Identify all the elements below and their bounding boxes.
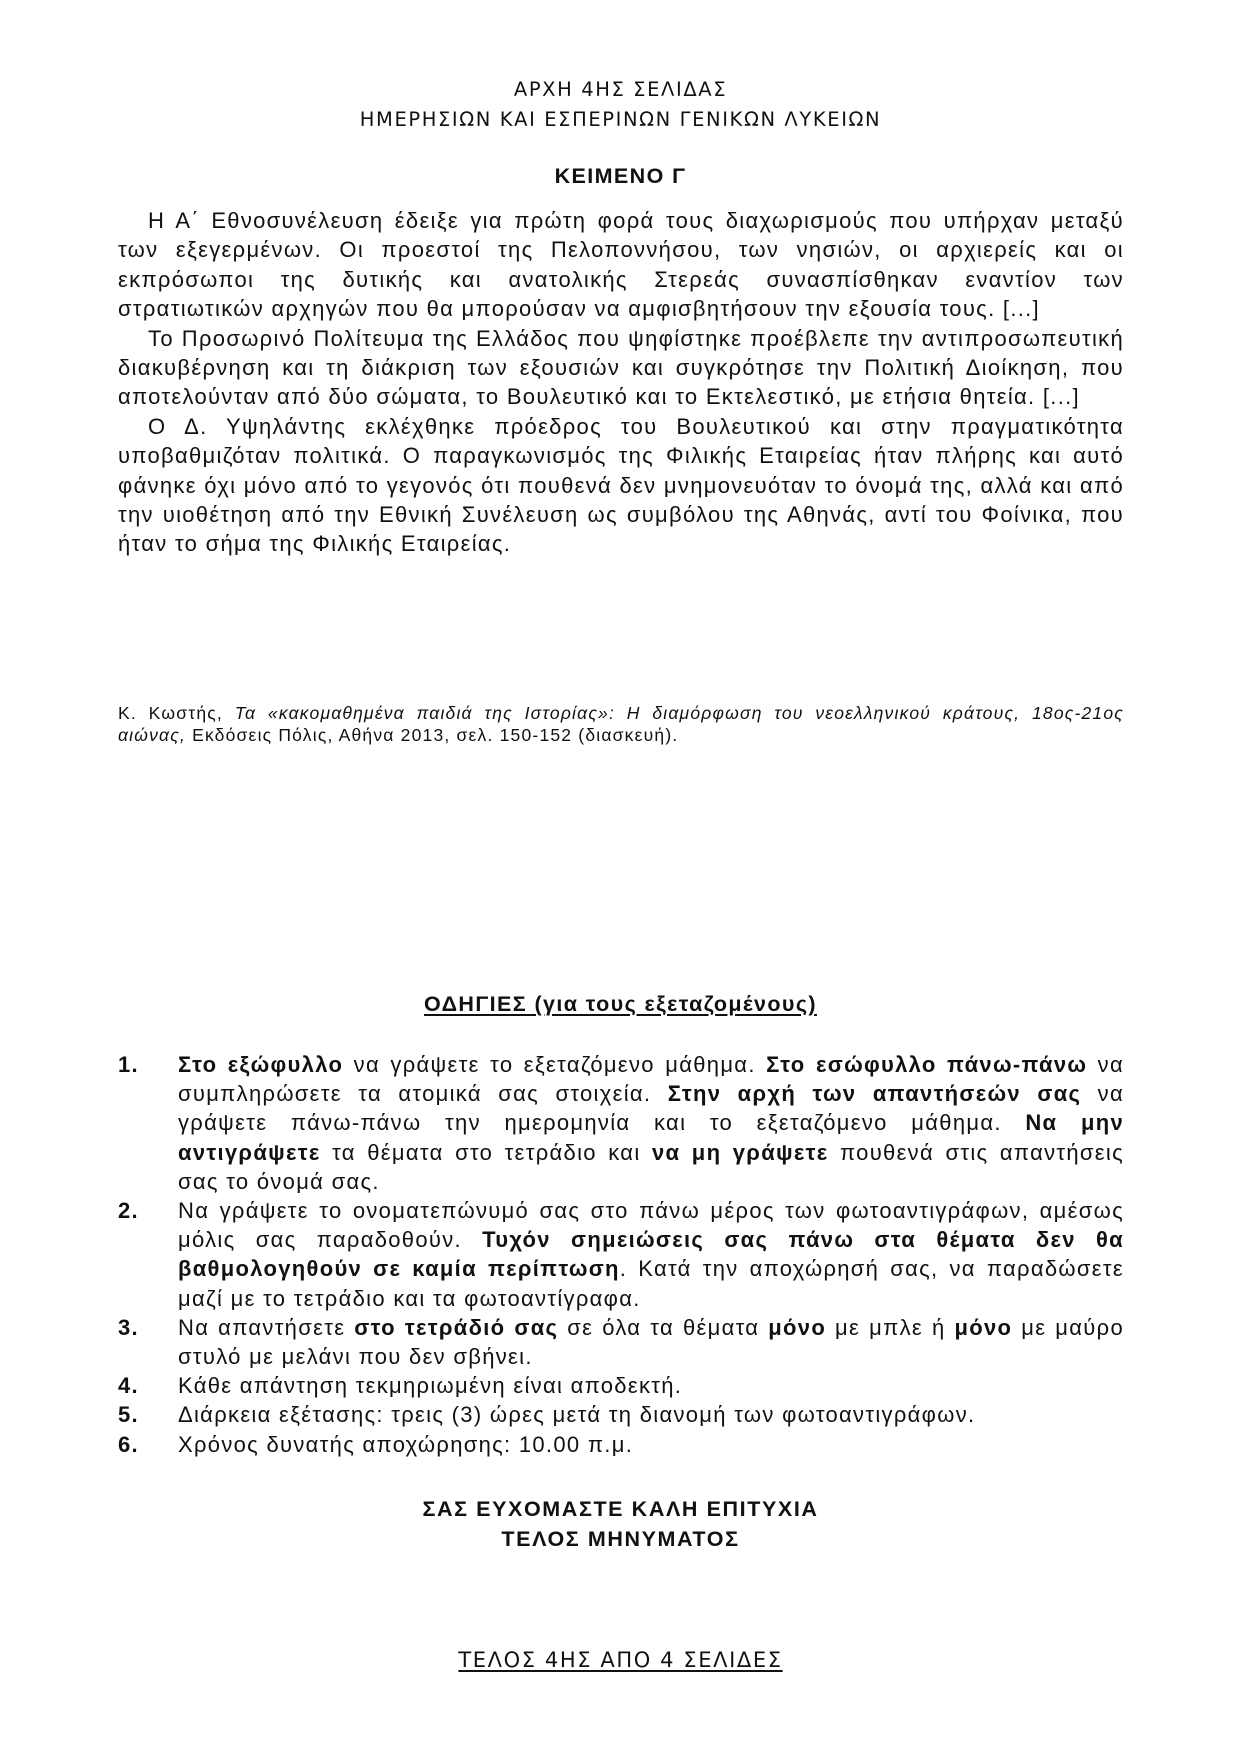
closing-end-of-message: ΤΕΛΟΣ ΜΗΝΥΜΑΤΟΣ — [501, 1527, 740, 1551]
instruction-text-bold: Τυχόν σημειώσεις σας πάνω στα θέματα δεν θα βαθμολογηθούν σε καμία περίπτωση — [178, 1227, 1124, 1282]
instruction-text-bold: Στο εσώφυλλο πάνω-πάνω — [766, 1052, 1088, 1077]
instruction-number: 1. — [118, 1052, 139, 1077]
instruction-text-bold: μόνο — [954, 1314, 1013, 1340]
instruction-text-bold: μόνο — [768, 1314, 827, 1340]
instruction-text-bold: στο τετράδιό σας — [354, 1314, 559, 1340]
instruction-text: πουθενά στις απαντήσεις σας το όνομά σας. — [178, 1139, 1124, 1194]
page-footer: ΤΕΛΟΣ 4ΗΣ ΑΠΟ 4 ΣΕΛΙΔΕΣ — [458, 1648, 783, 1672]
instruction-text: σε όλα τα θέματα — [558, 1314, 769, 1340]
instruction-item — [118, 1371, 1124, 1400]
instruction-number: 3. — [118, 1314, 139, 1340]
instruction-text-bold: Στην αρχή των απαντήσεών σας — [667, 1081, 1082, 1107]
text-g-paragraph-3: Ο Δ. Υψηλάντης εκλέχθηκε πρόεδρος του Βουλευτικού και στην πραγματικότητα υποβαθμιζόταν πολιτικά. Ο παραγκωνισμός της Φιλικής Εταιρείας ήταν πλήρης και αυτό φάνηκε όχι μόνο από το γεγονός ότι πουθενά δεν μνημονευόταν το όνομά της, αλλά και από την υιοθέτηση από την Εθνική Συνέλευση ως συμβόλου της Αθηνάς, αντί του Φοίνικα, που ήταν το σήμα της Φιλικής Εταιρείας. — [118, 413, 1124, 557]
instruction-item — [118, 1400, 1124, 1429]
text-g-title: ΚΕΙΜΕΝΟ Γ — [554, 164, 687, 188]
text-g-body — [118, 206, 1124, 559]
instruction-text: να συμπληρώσετε τα ατομικά σας στοιχεία. — [178, 1052, 1124, 1107]
instructions-title: ΟΔΗΓΙΕΣ (για τους εξεταζομένους) — [424, 992, 817, 1016]
page-header-school-type: ΗΜΕΡΗΣΙΩΝ ΚΑΙ ΕΣΠΕΡΙΝΩΝ ΓΕΝΙΚΩΝ ΛΥΚΕΙΩΝ — [359, 108, 882, 131]
page-header-start: ΑΡΧΗ 4ΗΣ ΣΕΛΙΔΑΣ — [513, 78, 728, 101]
instruction-text: Να γράψετε το ονοματεπώνυμό σας στο πάνω μέρος των φωτοαντιγράφων, αμέσως μόλις σας παραδοθούν. — [178, 1198, 1124, 1253]
instruction-item — [118, 1196, 1124, 1313]
instruction-item — [118, 1050, 1124, 1196]
instruction-text: με μπλε ή — [826, 1314, 955, 1340]
closing-wish: ΣΑΣ ΕΥΧΟΜΑΣΤΕ ΚΑΛΗ ΕΠΙΤΥΧΙΑ — [422, 1497, 819, 1521]
source-author: Κ. Κωστής, — [118, 703, 235, 723]
text-g-source-citation — [118, 702, 1124, 746]
instruction-item — [118, 1430, 1124, 1459]
instruction-number: 2. — [118, 1198, 139, 1224]
instruction-text: Διάρκεια εξέτασης: τρεις (3) ώρες μετά τη διανομή των φωτοαντιγράφων. — [178, 1402, 976, 1428]
source-publication-details: Εκδόσεις Πόλις, Αθήνα 2013, σελ. 150-152 (διασκευή). — [186, 725, 679, 745]
instruction-text: Να απαντήσετε — [178, 1314, 355, 1340]
instruction-text-bold: Στο εξώφυλλο — [178, 1052, 344, 1077]
instruction-text-bold: Να μην αντιγράψετε — [178, 1110, 1124, 1165]
closing-message — [0, 1494, 1241, 1554]
instruction-text: να γράψετε πάνω-πάνω την ημερομηνία και το εξεταζόμενο μάθημα. — [178, 1081, 1124, 1136]
instruction-text: τα θέματα στο τετράδιο και — [320, 1139, 652, 1165]
instruction-text: να γράψετε το εξεταζόμενο μάθημα. — [343, 1052, 767, 1077]
instruction-text-bold: να μη γράψετε — [651, 1139, 829, 1165]
instruction-text: με μαύρο στυλό με μελάνι που δεν σβήνει. — [178, 1314, 1124, 1370]
instruction-text: Κάθε απάντηση τεκμηριωμένη είναι αποδεκτή. — [178, 1373, 683, 1399]
instruction-number: 5. — [118, 1402, 139, 1428]
instructions-list — [118, 1050, 1124, 1459]
instruction-text: . Κατά την αποχώρησή σας, να παραδώσετε μαζί με το τετράδιο και τα φωτοαντίγραφα. — [178, 1256, 1124, 1311]
text-g-paragraph-2: Το Προσωρινό Πολίτευμα της Ελλάδος που ψηφίστηκε προέβλεπε την αντιπροσωπευτική διακυβέρνηση και τη διάκριση των εξουσιών και συγκρότησε την Πολιτική Διοίκηση, που αποτελούνταν από δύο σώματα, το Βουλευτικό και το Εκτελεστικό, με ετήσια θητεία. [...] — [118, 325, 1124, 410]
instruction-text: Χρόνος δυνατής αποχώρησης: 10.00 π.μ. — [178, 1431, 634, 1457]
source-book-title: Τα «κακομαθημένα παιδιά της Ιστορίας»: Η διαμόρφωση του νεοελληνικού κράτους, 18ος-21ος αιώνας, — [118, 703, 1125, 745]
instruction-item — [118, 1313, 1124, 1371]
text-g-paragraph-1: Η Α΄ Εθνοσυνέλευση έδειξε για πρώτη φορά τους διαχωρισμούς που υπήρχαν μεταξύ των εξεγερμένων. Οι προεστοί της Πελοποννήσου, των νησιών, οι αρχιερείς και οι εκπρόσωποι της δυτικής και ανατολικής Στερεάς συνασπίσθηκαν εναντίον των στρατιωτικών αρχηγών που θα μπορούσαν να αμφισβητήσουν την εξουσία τους. [...] — [118, 208, 1124, 322]
instruction-number: 4. — [118, 1373, 139, 1399]
instruction-number: 6. — [118, 1431, 139, 1457]
